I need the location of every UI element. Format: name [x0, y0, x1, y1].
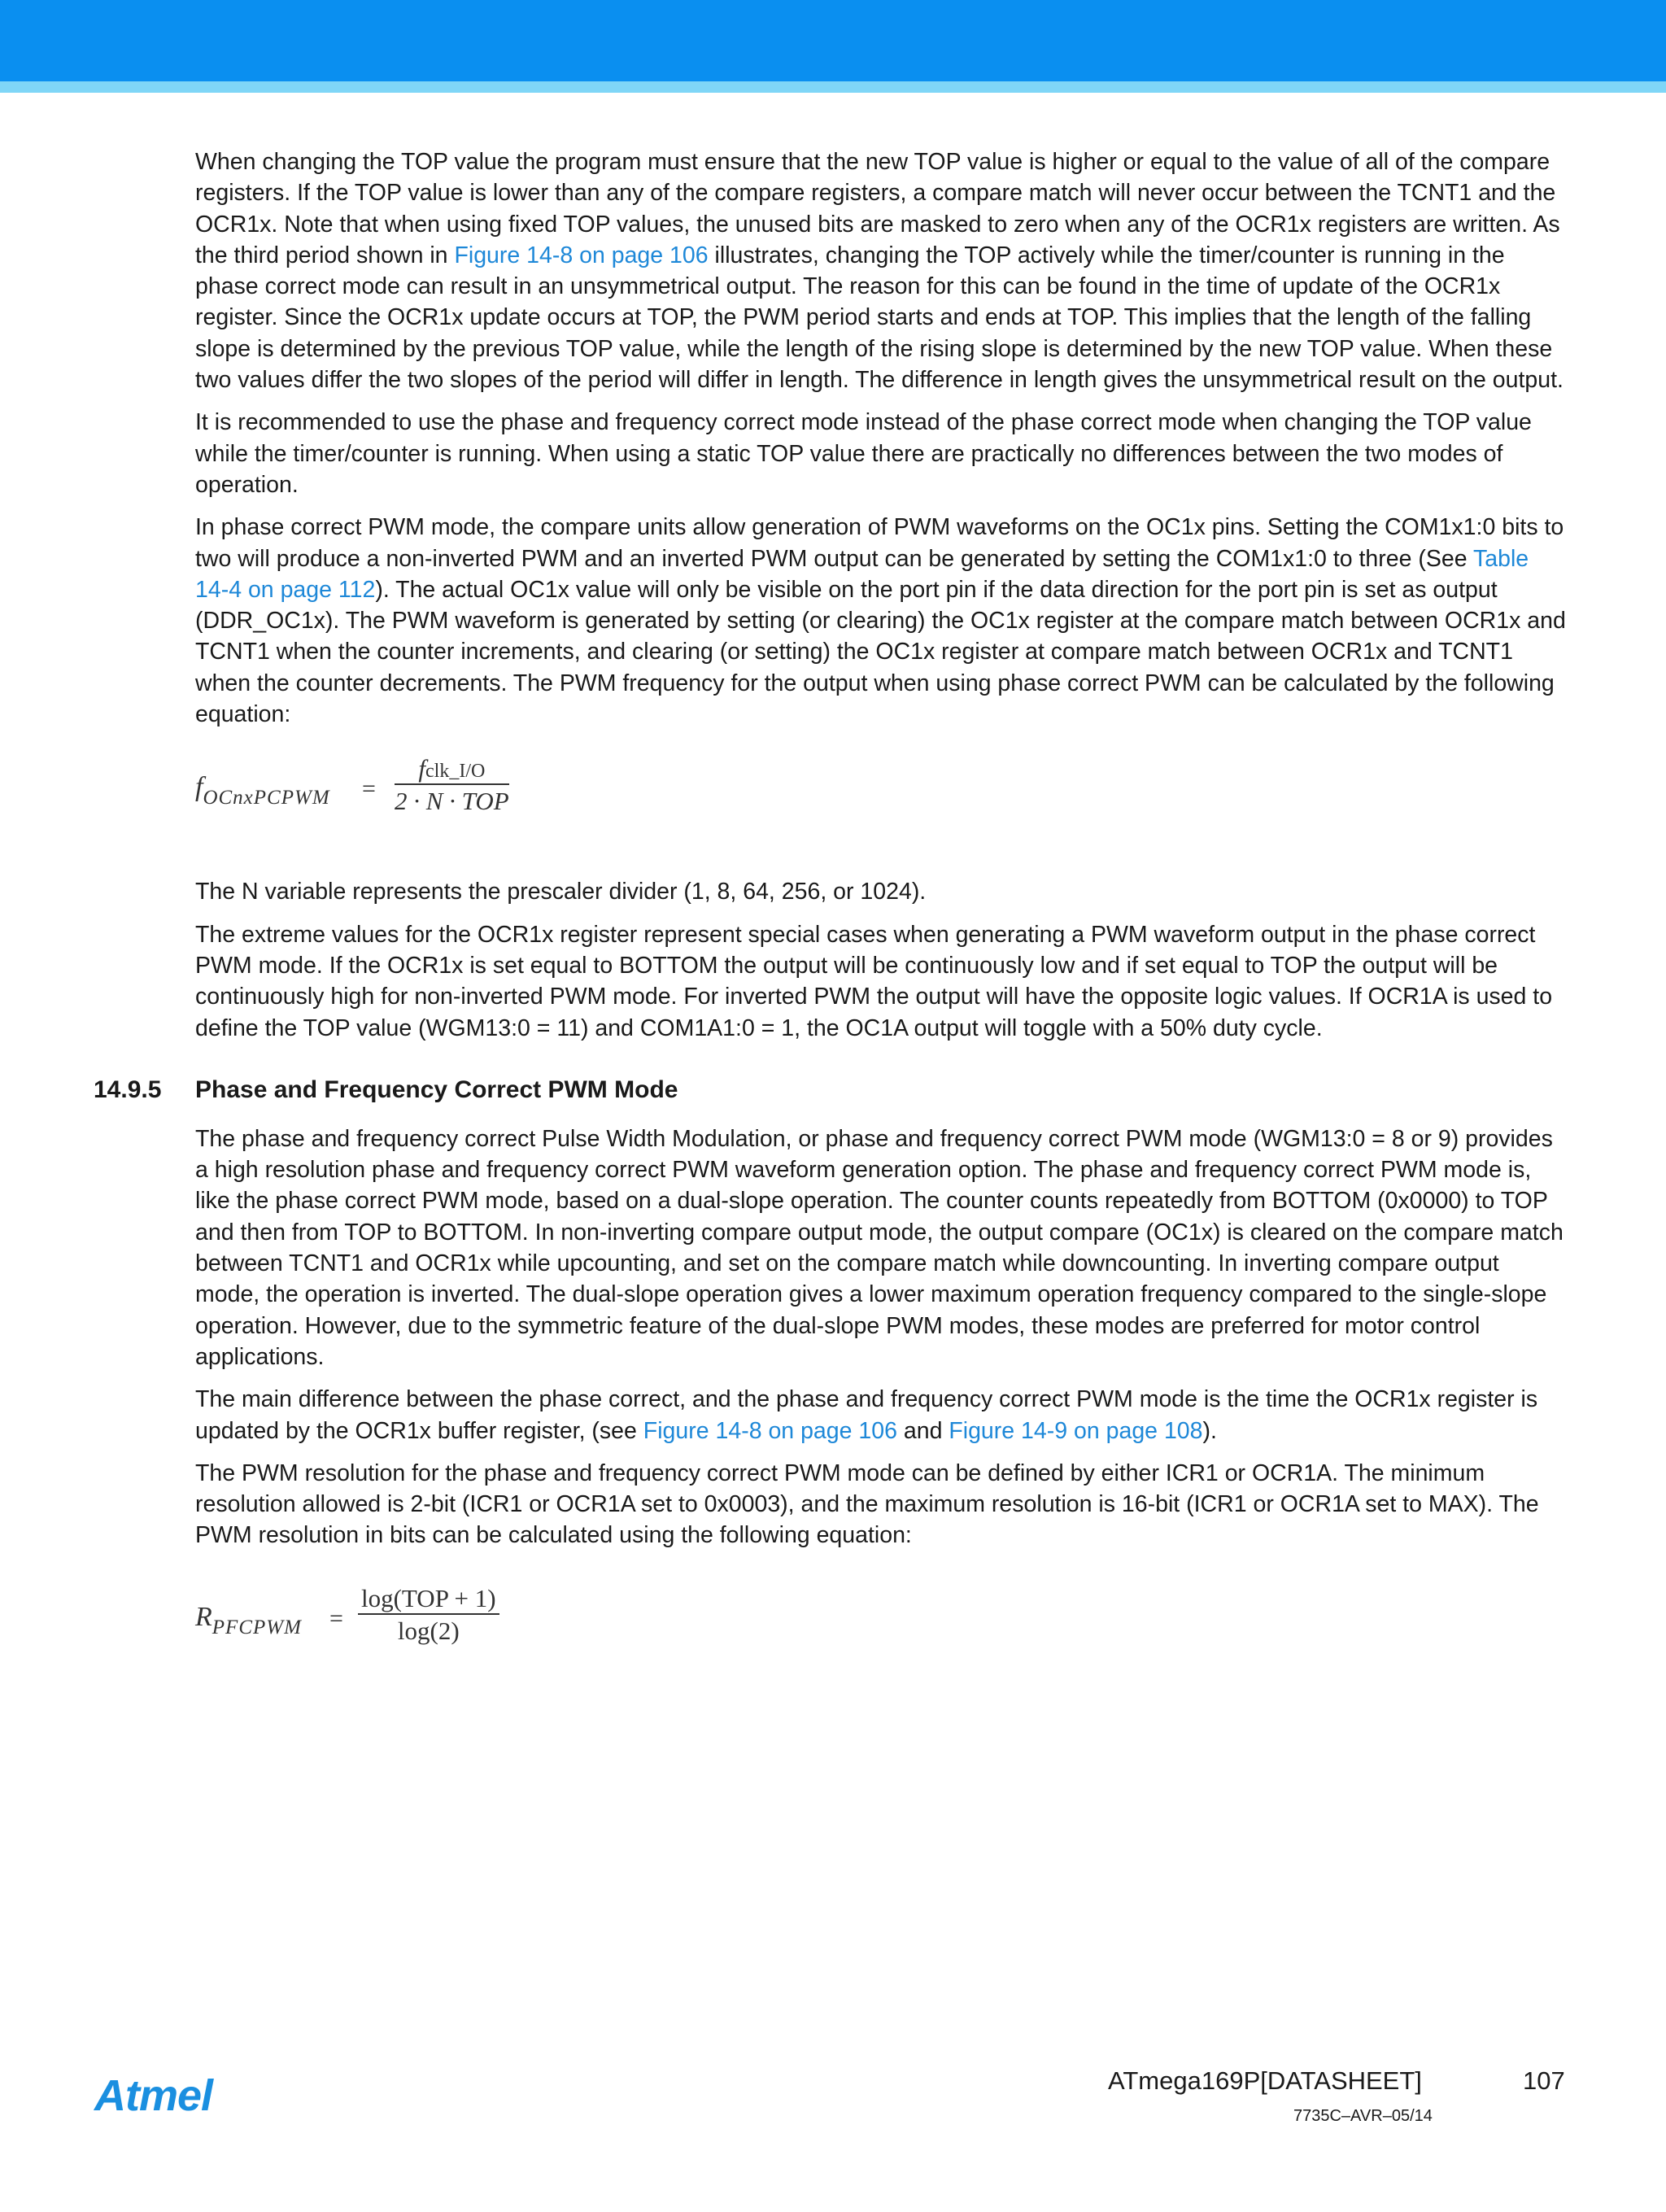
section-number: 14.9.5 [94, 1075, 162, 1103]
paragraph [195, 1458, 1566, 1551]
equation-lhs-subscript: OCnxPCPWM [203, 787, 330, 809]
paragraph-group-c [195, 1123, 1566, 1551]
equation-fraction [358, 1584, 499, 1646]
paragraph [195, 919, 1566, 1044]
paragraph [195, 876, 1566, 907]
equation-lhs-symbol: R [195, 1601, 212, 1632]
equation-numerator [395, 754, 509, 785]
header-bar [0, 0, 1666, 81]
equation-lhs [195, 1601, 302, 1638]
paragraph [195, 1384, 1566, 1446]
equation-denominator: log(2) [397, 1616, 460, 1645]
cross-reference-link[interactable]: Figure 14-9 on page 108 [949, 1417, 1203, 1444]
equation-lhs-symbol: f [195, 772, 203, 803]
paragraph [195, 407, 1566, 500]
footer-document-title: ATmega169P[DATASHEET] [1108, 2066, 1422, 2095]
paragraph-text: illustrates, changing the TOP actively while the timer/counter is running in the phase correct mode can result in an unsymmetrical output. The reason for this can be found in the time of update of the OCR1x register. Since the OCR1x update occurs at TOP, the PWM period starts and ends at TOP. This implies that the length of the falling slope is determined by the previous TOP value, while the length of the rising slope is determined by the new TOP value. When these two values differ the two slopes of the period will differ in length. The difference in length gives the unsymmetrical result on the output. [195, 242, 1564, 394]
paragraph-text: The PWM resolution for the phase and frequency correct PWM mode can be defined by either ICR1 or OCR1A. The minimum resolution allowed is 2-bit (ICR1 or OCR1A set to 0x0003), and the maximum resolution is 16-bit (ICR1 or OCR1A set to MAX). The PWM resolution in bits can be calculated using the following equation: [195, 1459, 1539, 1549]
cross-reference-link[interactable]: Figure 14-8 on page 106 [643, 1417, 897, 1444]
equation-lhs [195, 772, 330, 809]
paragraph-text: and [896, 1417, 949, 1444]
atmel-logo: Atmel [94, 2071, 213, 2120]
paragraph-group-a [195, 146, 1566, 730]
paragraph-text: The N variable represents the prescaler divider (1, 8, 64, 256, or 1024). [195, 879, 927, 905]
equals-sign: = [362, 775, 376, 803]
paragraph-text: In phase correct PWM mode, the compare units allow generation of PWM waveforms on the OC1x pins. Setting the COM1x1:0 bits to two will produce a non-inverted PWM and an inverted PWM output can be generated by setting the COM1x1:0 to three (See [195, 514, 1564, 572]
equals-sign: = [329, 1604, 343, 1632]
equation-lhs-subscript: PFCPWM [212, 1616, 302, 1638]
paragraph-text: The main difference between the phase correct, and the phase and frequency correct PWM mode is the time the OCR1x register is updated by the OCR1x buffer register, (see [195, 1386, 1538, 1444]
equation-pwm-frequency [195, 754, 1566, 845]
page-content [94, 146, 1566, 1675]
page-number: 107 [1523, 2066, 1565, 2095]
paragraph [195, 1123, 1566, 1372]
paragraph-group-b [195, 876, 1566, 1043]
section-title: Phase and Frequency Correct PWM Mode [195, 1075, 678, 1103]
numerator-subscript: clk_I/O [425, 761, 486, 783]
paragraph-text: The phase and frequency correct Pulse Width Modulation, or phase and frequency correct PWM mode (WGM13:0 = 8 or 9) provides a high resolution phase and frequency correct PWM waveform generation option. The phase and frequency correct PWM mode is, like the phase correct PWM mode, based on a dual-slope operation. The counter counts repeatedly from BOTTOM (0x0000) to TOP and then from TOP to BOTTOM. In non-inverting compare output mode, the output compare (OC1x) is cleared on the compare match between TCNT1 and OCR1x while upcounting, and set on the compare match while downcounting. In inverting compare output mode, the operation is inverted. The dual-slope operation gives a lower maximum operation frequency compared to the single-slope operation. However, due to the symmetric feature of the dual-slope PWM modes, these modes are preferred for motor control applications. [195, 1125, 1564, 1370]
cross-reference-link[interactable]: Table 14-4 on page 112 [195, 545, 1529, 603]
equation-numerator: log(TOP + 1) [358, 1584, 499, 1615]
cross-reference-link[interactable]: Figure 14-8 on page 106 [454, 242, 709, 268]
numerator-symbol: f [418, 754, 425, 783]
header-stripe [0, 81, 1666, 93]
section-heading [94, 1075, 1566, 1122]
paragraph [195, 146, 1566, 395]
paragraph-text: The extreme values for the OCR1x register represent special cases when generating a PWM waveform output in the phase correct PWM mode. If the OCR1x is set equal to BOTTOM the output will be continuously low and if set equal to TOP the output will be continuously high for non-inverted PWM mode. For inverted PWM the output will have the opposite logic values. If OCR1A is used to define the TOP value (WGM13:0 = 11) and COM1A1:0 = 1, the OC1A output will toggle with a 50% duty cycle. [195, 921, 1553, 1041]
paragraph-text: ). [1202, 1417, 1217, 1444]
equation-denominator: 2 · N · TOP [395, 787, 509, 816]
document-id: 7735C–AVR–05/14 [1293, 2107, 1433, 2125]
paragraph-text: ). The actual OC1x value will only be visible on the port pin if the data direction for the port pin is set as output (DDR_OC1x). The PWM waveform is generated by setting (or clearing) the OC1x register at the compare match between OCR1x and TCNT1 when the counter increments, and clearing (or setting) the OC1x register at compare match between OCR1x and TCNT1 when the counter decrements. The PWM frequency for the output when using phase correct PWM can be calculated by the following equation: [195, 576, 1566, 728]
paragraph-text: It is recommended to use the phase and frequency correct mode instead of the phase correct mode when changing the TOP value while the timer/counter is running. When using a static TOP value there are practically no differences between the two modes of operation. [195, 409, 1532, 498]
paragraph-text: When changing the TOP value the program must ensure that the new TOP value is higher or equal to the value of all of the compare registers. If the TOP value is lower than any of the compare registers, a compare match will never occur between the TCNT1 and the OCR1x. Note that when using fixed TOP values, the unused bits are masked to zero when any of the OCR1x registers are written. As the third period shown in [195, 149, 1560, 268]
equation-fraction [395, 754, 509, 816]
equation-pwm-resolution [195, 1584, 1566, 1675]
paragraph [195, 512, 1566, 730]
